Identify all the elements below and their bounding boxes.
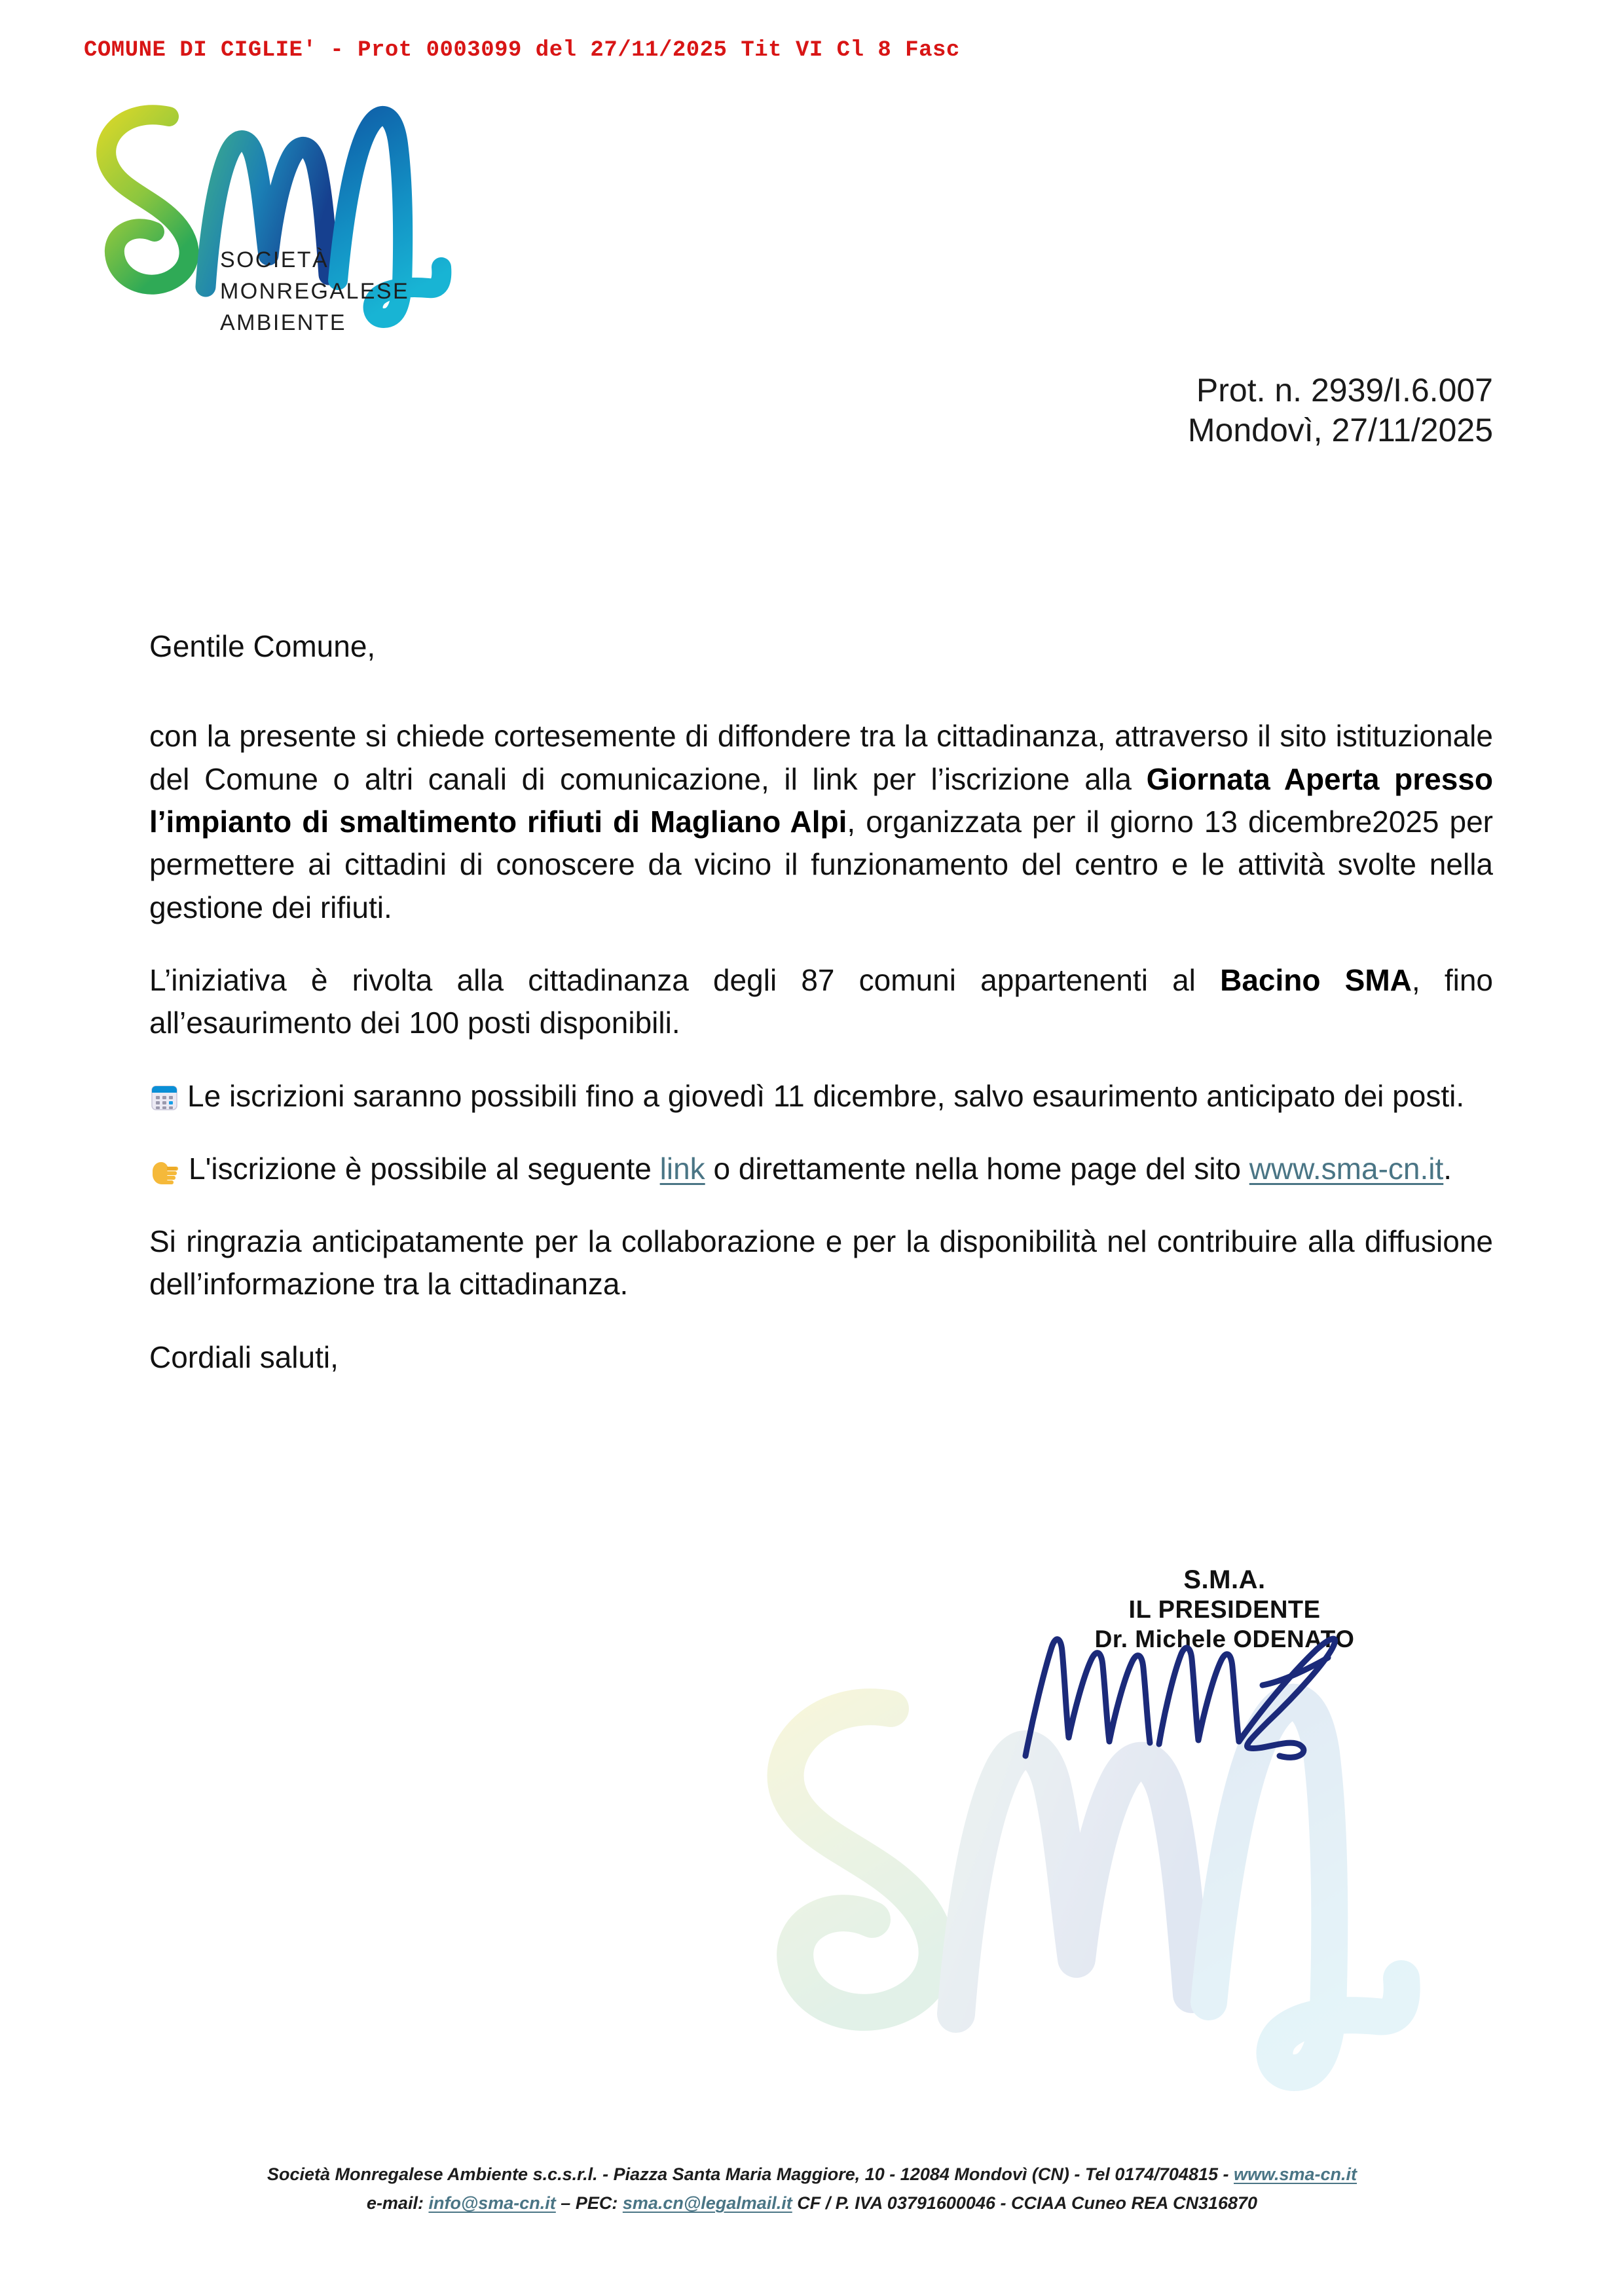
footer-email-link[interactable]: info@sma-cn.it: [428, 2193, 556, 2213]
letter-body: [149, 625, 1493, 1409]
place-and-date: Mondovì, 27/11/2025: [1187, 412, 1493, 448]
paragraph-1: [149, 715, 1493, 929]
signature-name: Dr. Michele ODENATO: [1094, 1626, 1355, 1653]
signature-role: IL PRESIDENTE: [1128, 1596, 1321, 1624]
paragraph-3: [149, 1075, 1493, 1118]
paragraph-2-highlight: Bacino SMA: [1220, 962, 1412, 997]
paragraph-1-highlight: Giornata Aperta presso l’impianto di smaltimento rifiuti di Magliano Alpi: [149, 761, 1493, 839]
footer-pec-label: – PEC:: [555, 2193, 623, 2213]
calendar-icon: [149, 1083, 179, 1113]
paragraph-4-text-b: o direttamente nella home page del sito: [705, 1151, 1249, 1186]
salutation: Gentile Comune,: [149, 629, 376, 663]
handwritten-signature: [1002, 1617, 1369, 1768]
paragraph-1-text-a: con la presente si chiede cortesemente di diffondere tra la cittadinanza, attraverso il sito istituzionale del Comune o altri canali di comunicazione, il link per l’iscrizione alla: [149, 719, 1493, 796]
footer-website-link[interactable]: www.sma-cn.it: [1234, 2164, 1357, 2184]
footer-vat-info: CF / P. IVA 03791600046 - CCIAA Cuneo REA CN316870: [792, 2193, 1258, 2213]
footer-line-1: [0, 2160, 1624, 2189]
paragraph-2-text-a: L’iniziativa è rivolta alla cittadinanza degli 87 comuni appartenenti al: [149, 962, 1221, 997]
pointing-finger-icon: [149, 1157, 181, 1186]
paragraph-4: [149, 1148, 1493, 1190]
signature-company: S.M.A.: [1183, 1565, 1266, 1594]
paragraph-4-text-a: L'iscrizione è possibile al seguente: [189, 1151, 660, 1186]
logo-wordmark-line3: AMBIENTE: [220, 310, 347, 335]
footer-email-label: e-mail:: [366, 2193, 429, 2213]
closing: Cordiali saluti,: [149, 1339, 339, 1374]
paragraph-1-text-b: , organizzata per il giorno 13 dicembre2025 per permettere ai cittadini di conoscere da vicino il funzionamento del centro e le attività svolte nella gestione dei rifiuti.: [149, 804, 1493, 924]
footer-line-2: [0, 2189, 1624, 2218]
footer-company-address: Società Monregalese Ambiente s.c.s.r.l. - Piazza Santa Maria Maggiore, 10 - 12084 Mondovì (CN) - Tel 0174/704815 -: [267, 2164, 1234, 2184]
footer-pec-link[interactable]: sma.cn@legalmail.it: [622, 2193, 792, 2213]
website-link[interactable]: www.sma-cn.it: [1249, 1151, 1444, 1186]
paragraph-4-text-c: .: [1443, 1151, 1452, 1186]
sma-logo: [77, 71, 496, 352]
registration-link[interactable]: link: [659, 1151, 705, 1186]
page-footer: [0, 2160, 1624, 2217]
logo-wordmark-line1: SOCIETÀ: [220, 247, 329, 272]
logo-wordmark-line2: MONREGALESE: [220, 279, 410, 304]
paragraph-5: Si ringrazia anticipatamente per la collaborazione e per la disponibilità nel contribuire alla diffusione dell’informazione tra la cittadinanza.: [149, 1224, 1493, 1302]
protocol-stamp: COMUNE DI CIGLIE' - Prot 0003099 del 27/11/2025 Tit VI Cl 8 Fasc: [84, 38, 960, 63]
paragraph-3-text: Le iscrizioni saranno possibili fino a giovedì 11 dicembre, salvo esaurimento anticipato dei posti.: [187, 1078, 1465, 1113]
paragraph-2-text-b: , fino all’esaurimento dei 100 posti disponibili.: [149, 962, 1493, 1040]
document-meta: [1188, 371, 1493, 450]
paragraph-2: [149, 959, 1493, 1045]
protocol-number: Prot. n. 2939/I.6.007: [1196, 372, 1493, 409]
